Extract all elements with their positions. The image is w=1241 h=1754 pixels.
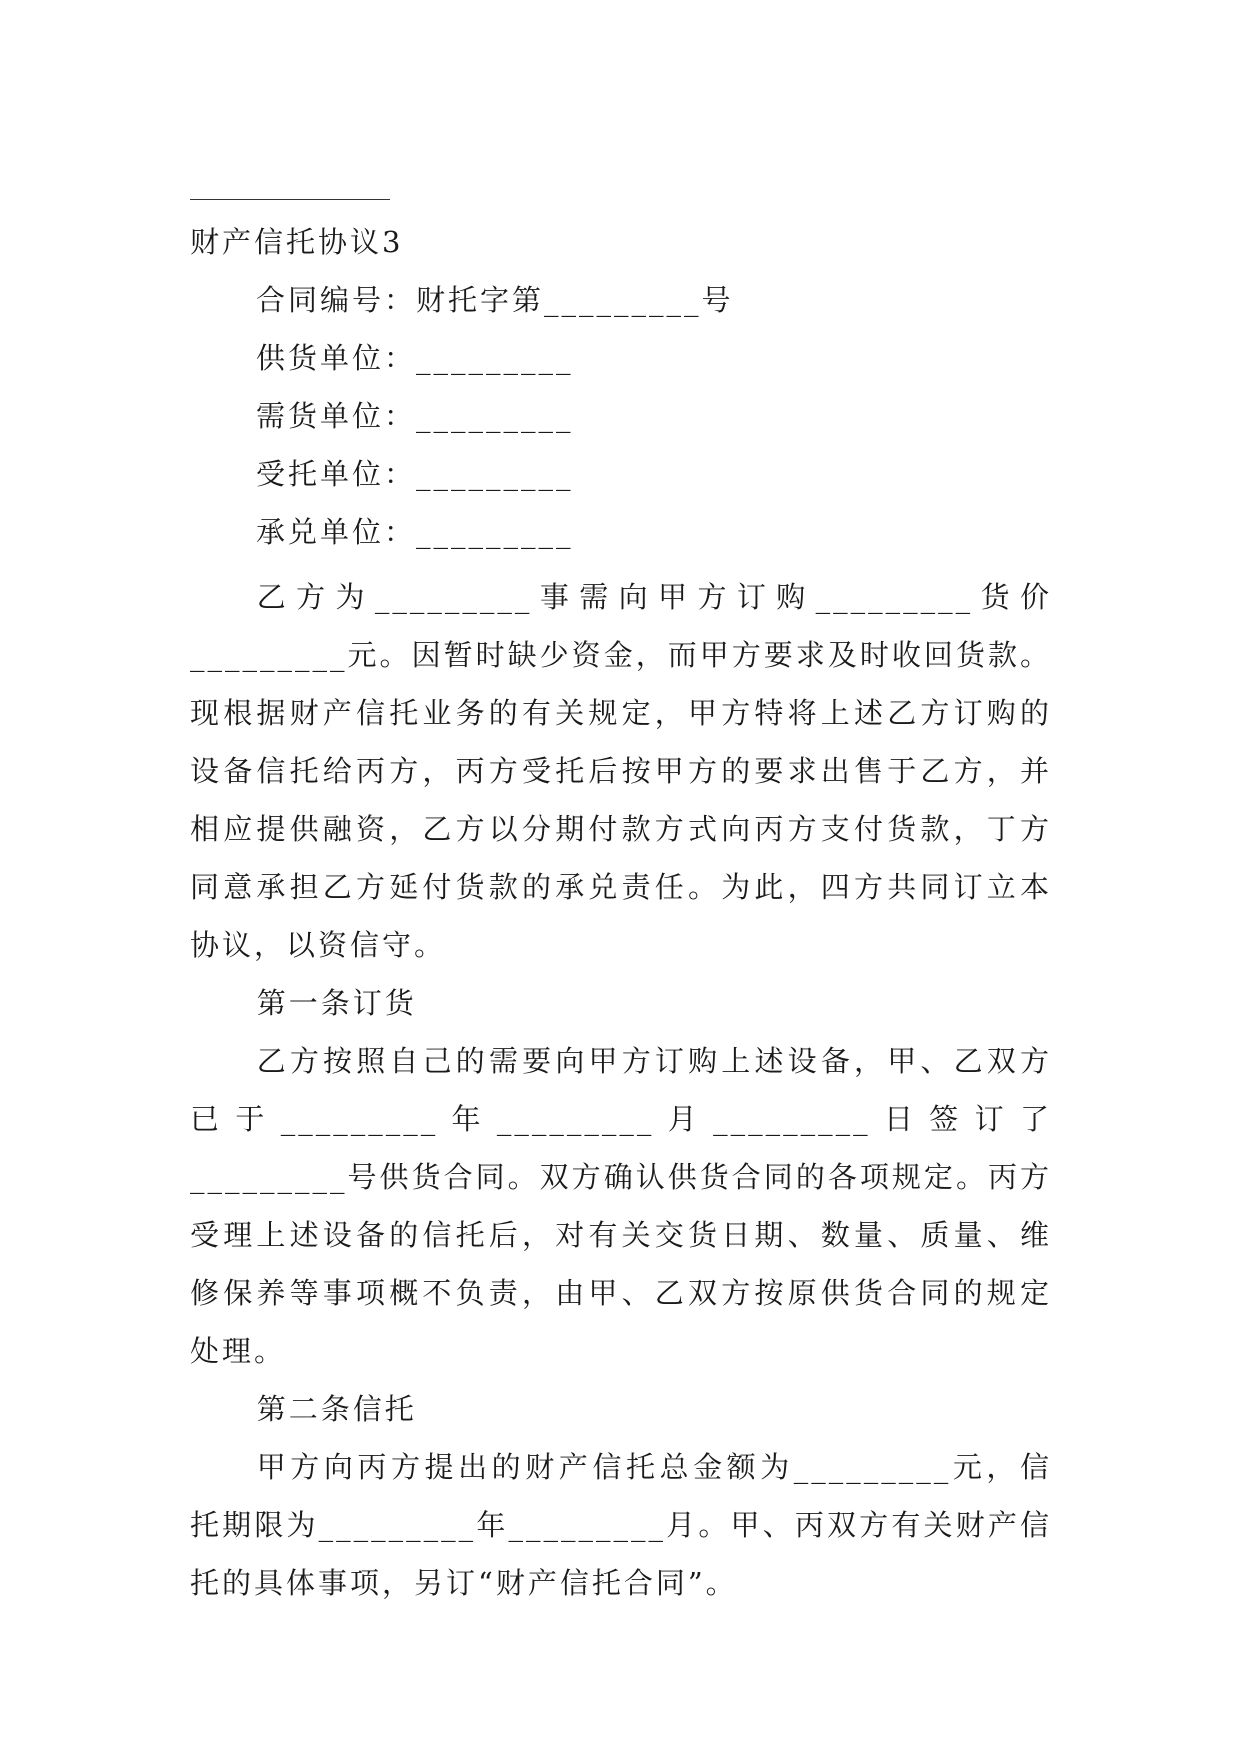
contract-fields — [256, 280, 1156, 570]
acceptor-field: 承兑单位：_________ — [256, 515, 574, 549]
supplier-field: 供货单位：_________ — [256, 341, 574, 375]
article-1-heading: 第一条订货 — [256, 986, 417, 1020]
article-2-heading: 第二条信托 — [256, 1392, 417, 1426]
document-body — [190, 568, 1052, 1612]
top-divider — [190, 199, 390, 200]
buyer-field: 需货单位：_________ — [256, 399, 574, 433]
document-title: 财产信托协议3 — [190, 225, 404, 259]
intro-paragraph: 乙方为_________事需向甲方订购_________货价_________元。因暂时缺少资金，而甲方要求及时收回货款。现根据财产信托业务的有关规定，甲方特将上述乙方订购的设备信托给丙方，丙方受托后按甲方的要求出售于乙方，并相应提供融资，乙方以分期付款方式向丙方支付货款，丁方同意承担乙方延付货款的承兑责任。为此，四方共同订立本协议，以资信守。 — [190, 580, 1052, 962]
trustee-field: 受托单位：_________ — [256, 457, 574, 491]
contract-number-field: 合同编号：财托字第_________号 — [256, 283, 734, 317]
article-1-paragraph: 乙方按照自己的需要向甲方订购上述设备，甲、乙双方已于_________年_________月_________日签订了_________号供货合同。双方确认供货合同的各项规定。丙方受理上述设备的信托后，对有关交货日期、数量、质量、维修保养等事项概不负责，由甲、乙双方按原供货合同的规定处理。 — [190, 1044, 1052, 1368]
article-2-paragraph: 甲方向丙方提出的财产信托总金额为_________元，信托期限为_________年_________月。甲、丙双方有关财产信托的具体事项，另订“财产信托合同”。 — [190, 1450, 1052, 1600]
